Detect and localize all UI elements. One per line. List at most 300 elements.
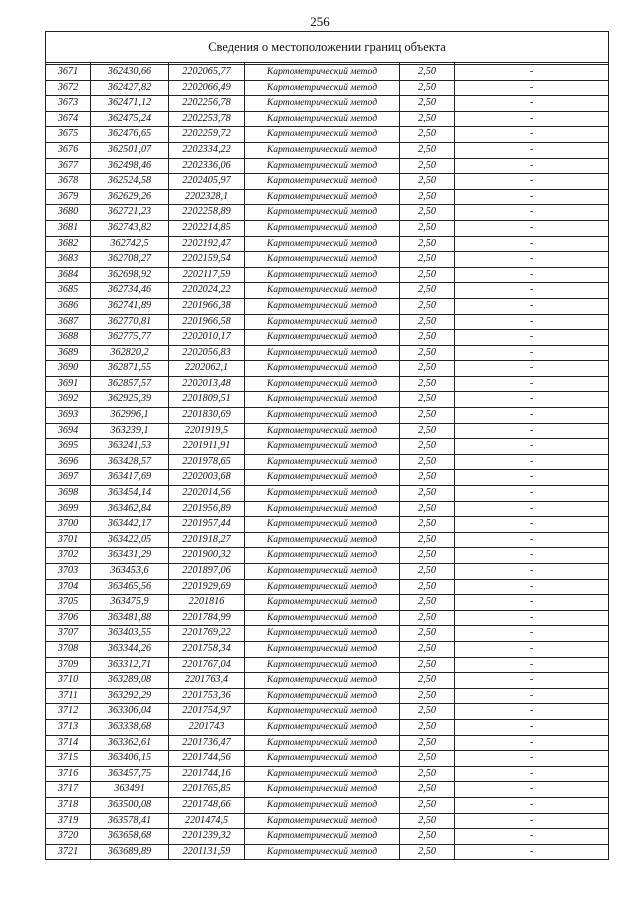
- table-row: [46, 564, 609, 580]
- cell-coord-y: 2201957,44: [169, 517, 245, 533]
- cell-coord-x: 362775,77: [91, 330, 169, 346]
- cell-point-number: 3690: [46, 361, 91, 377]
- cell-coord-y: 2201736,47: [169, 735, 245, 751]
- cell-description: -: [455, 96, 609, 112]
- cell-method: Картометрический метод: [245, 595, 400, 611]
- boundary-table: [45, 31, 609, 860]
- cell-coord-x: 362741,89: [91, 298, 169, 314]
- cell-coord-x: 362996,1: [91, 408, 169, 424]
- cell-method: Картометрический метод: [245, 298, 400, 314]
- table-row: [46, 782, 609, 798]
- cell-accuracy: 2,50: [400, 174, 455, 190]
- cell-method: Картометрический метод: [245, 813, 400, 829]
- cell-description: -: [455, 501, 609, 517]
- cell-coord-x: 363500,08: [91, 797, 169, 813]
- cell-method: Картометрический метод: [245, 314, 400, 330]
- table-row: [46, 626, 609, 642]
- table-title-row: [46, 32, 609, 63]
- cell-coord-y: 2202192,47: [169, 236, 245, 252]
- table-row: [46, 298, 609, 314]
- table-row: [46, 408, 609, 424]
- cell-coord-y: 2201816: [169, 595, 245, 611]
- cell-point-number: 3714: [46, 735, 91, 751]
- cell-coord-x: 362770,81: [91, 314, 169, 330]
- cell-coord-x: 363428,57: [91, 454, 169, 470]
- cell-description: -: [455, 719, 609, 735]
- table-row: [46, 267, 609, 283]
- cell-description: -: [455, 65, 609, 81]
- cell-point-number: 3678: [46, 174, 91, 190]
- cell-coord-y: 2201744,56: [169, 751, 245, 767]
- cell-method: Картометрический метод: [245, 673, 400, 689]
- cell-description: -: [455, 142, 609, 158]
- cell-accuracy: 2,50: [400, 641, 455, 657]
- table-row: [46, 283, 609, 299]
- cell-point-number: 3685: [46, 283, 91, 299]
- cell-coord-y: 2201978,65: [169, 454, 245, 470]
- cell-coord-x: 363338,68: [91, 719, 169, 735]
- table-row: [46, 96, 609, 112]
- cell-method: Картометрический метод: [245, 548, 400, 564]
- table-row: [46, 532, 609, 548]
- cell-description: -: [455, 626, 609, 642]
- cell-accuracy: 2,50: [400, 532, 455, 548]
- cell-accuracy: 2,50: [400, 314, 455, 330]
- cell-description: -: [455, 673, 609, 689]
- cell-coord-y: 2201900,32: [169, 548, 245, 564]
- cell-coord-y: 2201767,04: [169, 657, 245, 673]
- table-row: [46, 111, 609, 127]
- cell-accuracy: 2,50: [400, 454, 455, 470]
- cell-coord-y: 2201474,5: [169, 813, 245, 829]
- cell-description: -: [455, 688, 609, 704]
- table-row: [46, 844, 609, 860]
- cell-coord-x: 362743,82: [91, 220, 169, 236]
- cell-coord-x: 363344,26: [91, 641, 169, 657]
- cell-point-number: 3706: [46, 610, 91, 626]
- page-number: 256: [310, 14, 330, 29]
- table-row: [46, 517, 609, 533]
- cell-method: Картометрический метод: [245, 345, 400, 361]
- cell-coord-x: 363362,61: [91, 735, 169, 751]
- cell-accuracy: 2,50: [400, 220, 455, 236]
- cell-coord-x: 363306,04: [91, 704, 169, 720]
- cell-point-number: 3704: [46, 579, 91, 595]
- cell-coord-x: 362471,12: [91, 96, 169, 112]
- cell-method: Картометрический метод: [245, 579, 400, 595]
- table-row: [46, 673, 609, 689]
- cell-accuracy: 2,50: [400, 392, 455, 408]
- cell-method: Картометрический метод: [245, 392, 400, 408]
- cell-coord-x: 362501,07: [91, 142, 169, 158]
- cell-point-number: 3694: [46, 423, 91, 439]
- cell-coord-y: 2202056,83: [169, 345, 245, 361]
- cell-coord-y: 2201765,85: [169, 782, 245, 798]
- cell-description: -: [455, 595, 609, 611]
- cell-point-number: 3700: [46, 517, 91, 533]
- table-row: [46, 797, 609, 813]
- cell-accuracy: 2,50: [400, 844, 455, 860]
- cell-coord-y: 2201911,91: [169, 439, 245, 455]
- cell-point-number: 3696: [46, 454, 91, 470]
- cell-accuracy: 2,50: [400, 719, 455, 735]
- table-row: [46, 610, 609, 626]
- cell-coord-y: 2201809,51: [169, 392, 245, 408]
- cell-method: Картометрический метод: [245, 610, 400, 626]
- cell-accuracy: 2,50: [400, 205, 455, 221]
- table-row: [46, 65, 609, 81]
- cell-coord-x: 362925,39: [91, 392, 169, 408]
- cell-point-number: 3707: [46, 626, 91, 642]
- table-row: [46, 735, 609, 751]
- cell-method: Картометрический метод: [245, 189, 400, 205]
- cell-point-number: 3713: [46, 719, 91, 735]
- cell-method: Картометрический метод: [245, 454, 400, 470]
- cell-point-number: 3688: [46, 330, 91, 346]
- cell-accuracy: 2,50: [400, 111, 455, 127]
- cell-accuracy: 2,50: [400, 735, 455, 751]
- cell-description: -: [455, 782, 609, 798]
- cell-coord-x: 362721,23: [91, 205, 169, 221]
- cell-method: Картометрический метод: [245, 641, 400, 657]
- cell-method: Картометрический метод: [245, 127, 400, 143]
- cell-point-number: 3721: [46, 844, 91, 860]
- cell-coord-y: 2202259,72: [169, 127, 245, 143]
- cell-accuracy: 2,50: [400, 142, 455, 158]
- table-row: [46, 205, 609, 221]
- cell-point-number: 3702: [46, 548, 91, 564]
- cell-coord-y: 2202062,1: [169, 361, 245, 377]
- cell-point-number: 3676: [46, 142, 91, 158]
- cell-description: -: [455, 345, 609, 361]
- cell-accuracy: 2,50: [400, 65, 455, 81]
- cell-method: Картометрический метод: [245, 408, 400, 424]
- cell-description: -: [455, 813, 609, 829]
- cell-description: -: [455, 236, 609, 252]
- cell-description: -: [455, 174, 609, 190]
- cell-coord-y: 2202328,1: [169, 189, 245, 205]
- cell-coord-x: 363457,75: [91, 766, 169, 782]
- cell-point-number: 3672: [46, 80, 91, 96]
- cell-coord-y: 2202334,22: [169, 142, 245, 158]
- cell-description: -: [455, 657, 609, 673]
- cell-point-number: 3673: [46, 96, 91, 112]
- cell-point-number: 3711: [46, 688, 91, 704]
- cell-description: -: [455, 735, 609, 751]
- cell-description: -: [455, 564, 609, 580]
- cell-method: Картометрический метод: [245, 236, 400, 252]
- cell-accuracy: 2,50: [400, 96, 455, 112]
- cell-method: Картометрический метод: [245, 782, 400, 798]
- cell-point-number: 3687: [46, 314, 91, 330]
- cell-coord-x: 363241,53: [91, 439, 169, 455]
- cell-description: -: [455, 220, 609, 236]
- cell-coord-y: 2201758,34: [169, 641, 245, 657]
- table-row: [46, 813, 609, 829]
- table-row: [46, 314, 609, 330]
- table-row: [46, 142, 609, 158]
- cell-accuracy: 2,50: [400, 564, 455, 580]
- cell-coord-x: 363403,55: [91, 626, 169, 642]
- table-row: [46, 376, 609, 392]
- cell-description: -: [455, 439, 609, 455]
- cell-coord-y: 2201966,38: [169, 298, 245, 314]
- cell-method: Картометрический метод: [245, 704, 400, 720]
- cell-coord-y: 2201754,97: [169, 704, 245, 720]
- cell-coord-x: 362427,82: [91, 80, 169, 96]
- cell-accuracy: 2,50: [400, 486, 455, 502]
- cell-coord-x: 363292,29: [91, 688, 169, 704]
- cell-point-number: 3710: [46, 673, 91, 689]
- cell-coord-y: 2201897,06: [169, 564, 245, 580]
- cell-point-number: 3679: [46, 189, 91, 205]
- cell-method: Картометрический метод: [245, 735, 400, 751]
- cell-method: Картометрический метод: [245, 65, 400, 81]
- cell-accuracy: 2,50: [400, 751, 455, 767]
- cell-accuracy: 2,50: [400, 361, 455, 377]
- table-row: [46, 641, 609, 657]
- cell-description: -: [455, 766, 609, 782]
- cell-method: Картометрический метод: [245, 470, 400, 486]
- cell-description: -: [455, 610, 609, 626]
- cell-accuracy: 2,50: [400, 236, 455, 252]
- cell-coord-y: 2201830,69: [169, 408, 245, 424]
- cell-description: -: [455, 205, 609, 221]
- cell-coord-x: 362820,2: [91, 345, 169, 361]
- cell-coord-y: 2201743: [169, 719, 245, 735]
- cell-accuracy: 2,50: [400, 517, 455, 533]
- cell-accuracy: 2,50: [400, 298, 455, 314]
- cell-coord-y: 2201918,27: [169, 532, 245, 548]
- cell-description: -: [455, 189, 609, 205]
- cell-coord-x: 363406,15: [91, 751, 169, 767]
- cell-method: Картометрический метод: [245, 486, 400, 502]
- cell-method: Картометрический метод: [245, 267, 400, 283]
- cell-coord-x: 363312,71: [91, 657, 169, 673]
- cell-coord-y: 2202256,78: [169, 96, 245, 112]
- cell-coord-x: 363289,08: [91, 673, 169, 689]
- table-row: [46, 439, 609, 455]
- cell-description: -: [455, 361, 609, 377]
- table-row: [46, 829, 609, 845]
- cell-description: -: [455, 844, 609, 860]
- cell-description: -: [455, 127, 609, 143]
- cell-coord-y: 2202013,48: [169, 376, 245, 392]
- cell-point-number: 3699: [46, 501, 91, 517]
- cell-coord-y: 2202117,59: [169, 267, 245, 283]
- cell-coord-x: 363689,89: [91, 844, 169, 860]
- cell-point-number: 3719: [46, 813, 91, 829]
- cell-coord-x: 363465,56: [91, 579, 169, 595]
- cell-method: Картометрический метод: [245, 766, 400, 782]
- cell-coord-y: 2202214,85: [169, 220, 245, 236]
- cell-coord-x: 362857,57: [91, 376, 169, 392]
- cell-accuracy: 2,50: [400, 704, 455, 720]
- table-row: [46, 345, 609, 361]
- cell-coord-y: 2201131,59: [169, 844, 245, 860]
- table-row: [46, 657, 609, 673]
- cell-coord-y: 2202258,89: [169, 205, 245, 221]
- cell-coord-y: 2201744,16: [169, 766, 245, 782]
- cell-coord-x: 362871,55: [91, 361, 169, 377]
- cell-accuracy: 2,50: [400, 252, 455, 268]
- cell-accuracy: 2,50: [400, 376, 455, 392]
- cell-coord-y: 2201239,32: [169, 829, 245, 845]
- cell-accuracy: 2,50: [400, 423, 455, 439]
- cell-accuracy: 2,50: [400, 579, 455, 595]
- cell-method: Картометрический метод: [245, 564, 400, 580]
- cell-coord-x: 362430,66: [91, 65, 169, 81]
- table-body: [46, 32, 609, 860]
- cell-method: Картометрический метод: [245, 797, 400, 813]
- cell-coord-y: 2201748,66: [169, 797, 245, 813]
- table-row: [46, 454, 609, 470]
- table-row: [46, 330, 609, 346]
- table-row: [46, 719, 609, 735]
- cell-coord-x: 363491: [91, 782, 169, 798]
- cell-coord-x: 362475,24: [91, 111, 169, 127]
- table-row: [46, 486, 609, 502]
- cell-method: Картометрический метод: [245, 423, 400, 439]
- cell-accuracy: 2,50: [400, 501, 455, 517]
- cell-coord-x: 363454,14: [91, 486, 169, 502]
- cell-point-number: 3695: [46, 439, 91, 455]
- cell-description: -: [455, 392, 609, 408]
- table-row: [46, 688, 609, 704]
- cell-coord-y: 2202336,06: [169, 158, 245, 174]
- table-row: [46, 189, 609, 205]
- cell-accuracy: 2,50: [400, 439, 455, 455]
- cell-accuracy: 2,50: [400, 80, 455, 96]
- cell-method: Картометрический метод: [245, 174, 400, 190]
- cell-coord-x: 362734,46: [91, 283, 169, 299]
- table-row: [46, 579, 609, 595]
- cell-description: -: [455, 283, 609, 299]
- cell-coord-y: 2201929,69: [169, 579, 245, 595]
- cell-point-number: 3716: [46, 766, 91, 782]
- cell-coord-x: 362742,5: [91, 236, 169, 252]
- cell-point-number: 3680: [46, 205, 91, 221]
- cell-point-number: 3703: [46, 564, 91, 580]
- cell-coord-x: 362498,46: [91, 158, 169, 174]
- cell-point-number: 3675: [46, 127, 91, 143]
- cell-coord-y: 2201784,99: [169, 610, 245, 626]
- cell-point-number: 3691: [46, 376, 91, 392]
- cell-coord-y: 2201753,36: [169, 688, 245, 704]
- cell-accuracy: 2,50: [400, 626, 455, 642]
- table-row: [46, 751, 609, 767]
- table-title: Сведения о местоположении границ объекта: [46, 32, 609, 63]
- cell-description: -: [455, 267, 609, 283]
- cell-method: Картометрический метод: [245, 283, 400, 299]
- cell-accuracy: 2,50: [400, 595, 455, 611]
- cell-point-number: 3686: [46, 298, 91, 314]
- cell-accuracy: 2,50: [400, 829, 455, 845]
- cell-coord-y: 2201769,22: [169, 626, 245, 642]
- cell-accuracy: 2,50: [400, 330, 455, 346]
- cell-point-number: 3720: [46, 829, 91, 845]
- table-row: [46, 158, 609, 174]
- cell-method: Картометрический метод: [245, 96, 400, 112]
- cell-coord-y: 2201956,89: [169, 501, 245, 517]
- cell-method: Картометрический метод: [245, 80, 400, 96]
- cell-method: Картометрический метод: [245, 501, 400, 517]
- cell-point-number: 3698: [46, 486, 91, 502]
- table-row: [46, 423, 609, 439]
- cell-description: -: [455, 641, 609, 657]
- cell-accuracy: 2,50: [400, 283, 455, 299]
- cell-coord-y: 2202010,17: [169, 330, 245, 346]
- table-row: [46, 220, 609, 236]
- cell-method: Картометрический метод: [245, 657, 400, 673]
- cell-point-number: 3712: [46, 704, 91, 720]
- cell-point-number: 3717: [46, 782, 91, 798]
- cell-accuracy: 2,50: [400, 127, 455, 143]
- cell-point-number: 3682: [46, 236, 91, 252]
- cell-accuracy: 2,50: [400, 267, 455, 283]
- table-row: [46, 174, 609, 190]
- cell-method: Картометрический метод: [245, 111, 400, 127]
- cell-point-number: 3701: [46, 532, 91, 548]
- cell-coord-x: 363417,69: [91, 470, 169, 486]
- cell-coord-x: 362476,65: [91, 127, 169, 143]
- cell-point-number: 3683: [46, 252, 91, 268]
- cell-point-number: 3674: [46, 111, 91, 127]
- cell-accuracy: 2,50: [400, 766, 455, 782]
- cell-accuracy: 2,50: [400, 189, 455, 205]
- cell-coord-y: 2202253,78: [169, 111, 245, 127]
- cell-description: -: [455, 314, 609, 330]
- cell-coord-x: 363442,17: [91, 517, 169, 533]
- table-row: [46, 470, 609, 486]
- table-row: [46, 704, 609, 720]
- cell-coord-y: 2202065,77: [169, 65, 245, 81]
- cell-method: Картометрический метод: [245, 626, 400, 642]
- cell-point-number: 3681: [46, 220, 91, 236]
- cell-accuracy: 2,50: [400, 610, 455, 626]
- cell-accuracy: 2,50: [400, 548, 455, 564]
- cell-accuracy: 2,50: [400, 657, 455, 673]
- cell-coord-x: 363431,29: [91, 548, 169, 564]
- cell-point-number: 3697: [46, 470, 91, 486]
- cell-accuracy: 2,50: [400, 797, 455, 813]
- cell-method: Картометрический метод: [245, 252, 400, 268]
- cell-accuracy: 2,50: [400, 470, 455, 486]
- cell-point-number: 3677: [46, 158, 91, 174]
- cell-point-number: 3708: [46, 641, 91, 657]
- table-row: [46, 595, 609, 611]
- cell-accuracy: 2,50: [400, 345, 455, 361]
- cell-method: Картометрический метод: [245, 376, 400, 392]
- cell-method: Картометрический метод: [245, 205, 400, 221]
- cell-method: Картометрический метод: [245, 142, 400, 158]
- table-row: [46, 236, 609, 252]
- cell-method: Картометрический метод: [245, 532, 400, 548]
- cell-description: -: [455, 298, 609, 314]
- cell-coord-y: 2202014,56: [169, 486, 245, 502]
- cell-point-number: 3684: [46, 267, 91, 283]
- cell-description: -: [455, 111, 609, 127]
- cell-description: -: [455, 548, 609, 564]
- cell-method: Картометрический метод: [245, 829, 400, 845]
- cell-method: Картометрический метод: [245, 361, 400, 377]
- cell-coord-y: 2202024,22: [169, 283, 245, 299]
- cell-point-number: 3671: [46, 65, 91, 81]
- cell-coord-y: 2202405,97: [169, 174, 245, 190]
- cell-method: Картометрический метод: [245, 158, 400, 174]
- cell-point-number: 3689: [46, 345, 91, 361]
- cell-description: -: [455, 517, 609, 533]
